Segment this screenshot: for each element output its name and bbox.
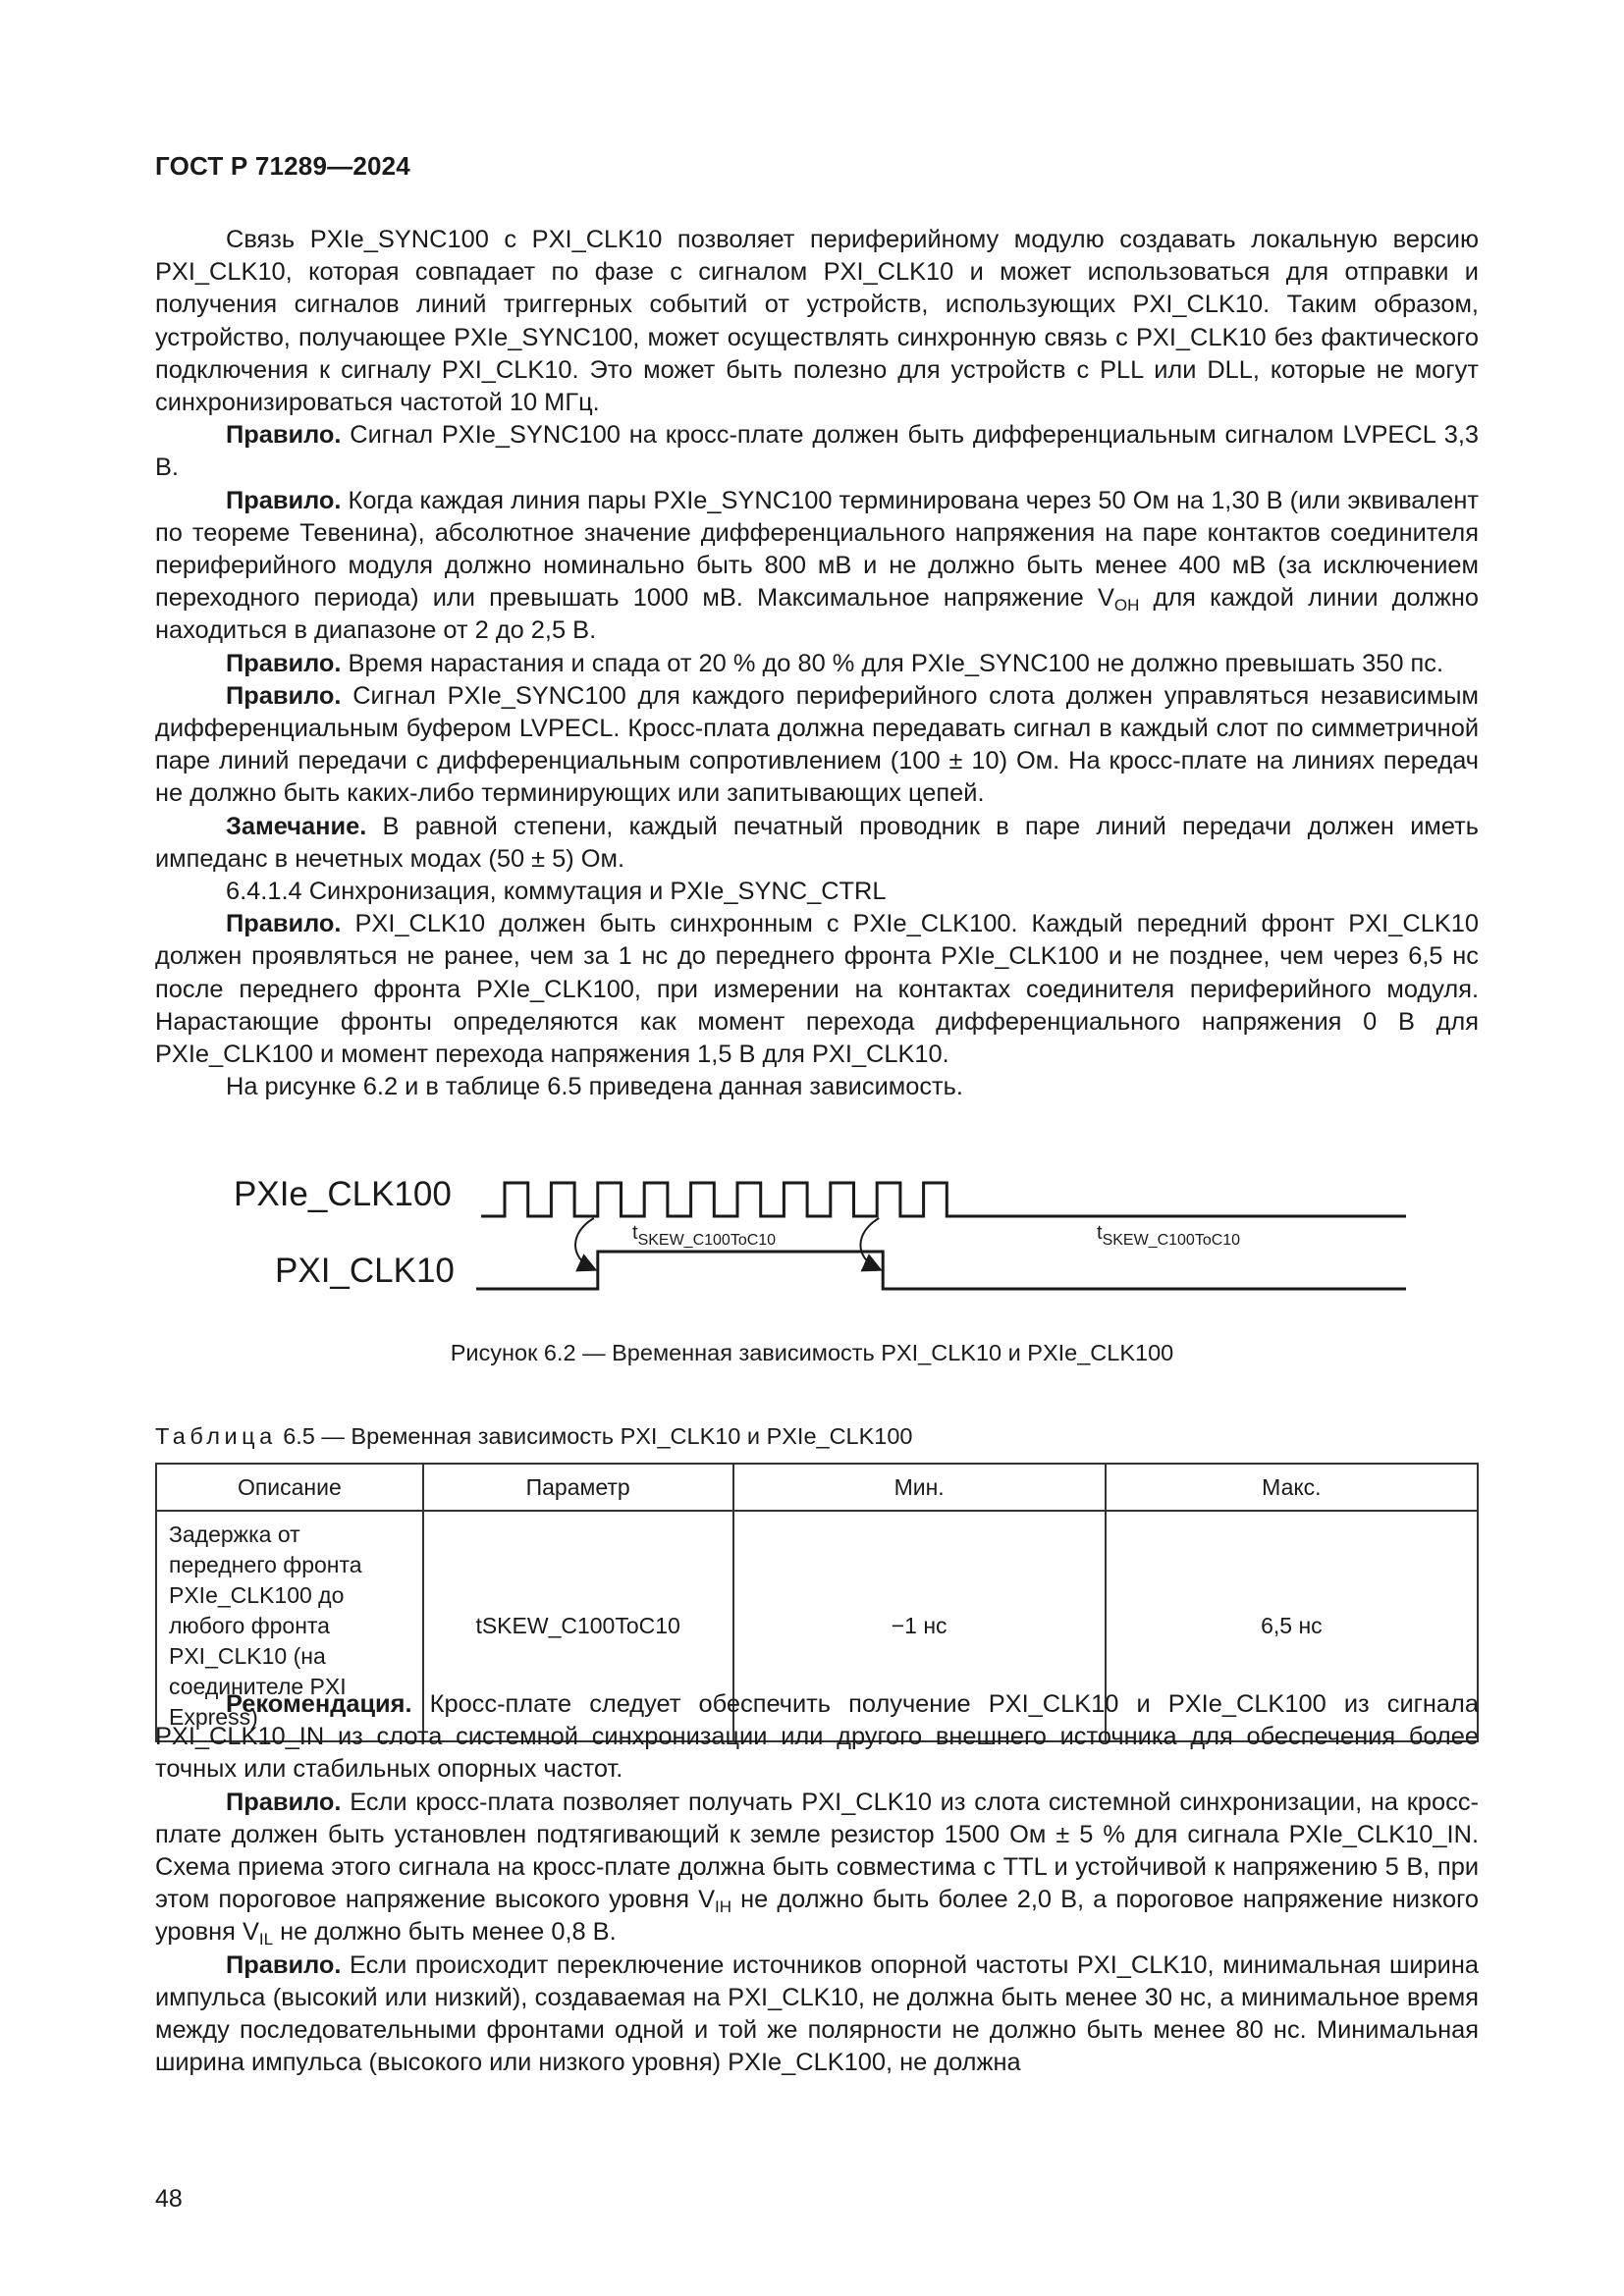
page-number: 48 <box>155 2185 183 2213</box>
paragraph-rule: Правило. PXI_CLK10 должен быть синхронным с PXIe_CLK100. Каждый передний фронт PXI_CLK10 должен проявляться не ранее, чем за 1 нс до переднего фронта PXIe_CLK100 и не позднее, чем через 6,5 нс после переднего фронта PXIe_CLK100, при измерении на контактах соединителя периферийного модуля. Нарастающие фронты определяются как момент перехода дифференциального напряжения 0 В для PXIe_CLK100 и момент перехода напряжения 1,5 В для PXI_CLK10. <box>155 910 1479 1069</box>
signal-label-clk100: PXIe_CLK100 <box>234 1175 452 1213</box>
section-heading: 6.4.1.4 Синхронизация, коммутация и PXIe_SYNC_CTRL <box>226 878 887 906</box>
column-header-min: Мин. <box>733 1464 1106 1511</box>
paragraph-rule: Правило. Сигнал PXIe_SYNC100 на кросс-плате должен быть дифференциальным сигналом LVPECL 3,3 В. <box>155 421 1479 482</box>
paragraph: Связь PXIe_SYNC100 с PXI_CLK10 позволяет периферийному модулю создавать локальную версию PXI_CLK10, которая совпадает по фазе с сигналом PXI_CLK10 и может использоваться для отправки и получения сигналов линий триггерных событий от устройств, использующих PXI_CLK10. Таким образом, устройство, получающее PXIe_SYNC100, может осуществлять синхронную связь с PXI_CLK10 без фактического подключения к сигналу PXI_CLK10. Это может быть полезно для устройств с PLL или DLL, которые не могут синхронизироваться частотой 10 МГц. <box>155 226 1479 417</box>
paragraph: На рисунке 6.2 и в таблице 6.5 приведена данная зависимость. <box>226 1073 963 1101</box>
column-header-max: Макс. <box>1106 1464 1478 1511</box>
signal-label-clk10: PXI_CLK10 <box>275 1252 455 1290</box>
figure-caption: Рисунок 6.2 — Временная зависимость PXI_CLK10 и PXIe_CLK100 <box>450 1340 1174 1365</box>
paragraph-note: Замечание. В равной степени, каждый печатный проводник в паре линий передачи должен иметь импеданс в нечетных модах (50 ± 5) Ом. <box>155 812 1479 873</box>
clk10-waveform <box>476 1252 1406 1289</box>
skew-arrow <box>860 1218 879 1269</box>
paragraph-rule: Правило. Если происходит переключение источников опорной частоты PXI_CLK10, минимальная ширина импульса (высокий или низкий), создаваемая на PXI_CLK10, не должна быть менее 30 нс, а минимальное время между последовательными фронтами одной и той же полярности не должно быть менее 80 нс. Минимальная ширина импульса (высокого или низкого уровня) PXIe_CLK100, не должна <box>155 1950 1479 2077</box>
cell-min: −1 нс <box>733 1511 1106 1741</box>
paragraph-rule: Правило. Если кросс-плата позволяет получать PXI_CLK10 из слота системной синхронизации, на кросс-плате должен быть установлен подтягивающий к земле резистор 1500 Ом ± 5 % для сигнала PXIe_CLK10_IN. Схема приема этого сигнала на кросс-плате должна быть совместима с TTL и устойчивой к напряжению 5 В, при этом пороговое напряжение высокого уровня $V_{IH}$ не должно быть более 2,0 В, а пороговое напряжение низкого уровня $V_{IL}$ не должно быть менее 0,8 В. <box>155 1788 1479 1949</box>
skew-label: $t_{SKEW\_C100ToC10}$ <box>1097 1222 1241 1249</box>
body-text-top <box>155 224 1479 1103</box>
cell-max: 6,5 нс <box>1106 1511 1478 1741</box>
timing-diagram <box>216 1173 1424 1320</box>
cell-description: Задержка от переднего фронта PXIe_CLK100 до любого фронта PXI_CLK10 (на соединителе PXI Express) <box>156 1511 423 1741</box>
column-header-parameter: Параметр <box>423 1464 733 1511</box>
table-title: Таблица 6.5 — Временная зависимость PXI_CLK10 и PXIe_CLK100 <box>155 1423 913 1449</box>
skew-arrow <box>575 1218 594 1269</box>
document-header: ГОСТ Р 71289—2024 <box>155 151 410 181</box>
paragraph-rule: Правило. Сигнал PXIe_SYNC100 для каждого периферийного слота должен управляться независимым дифференциальным буфером LVPECL. Кросс-плата должна передавать сигнал в каждый слот по симметричной паре линий передачи с дифференциальным сопротивлением (100 ± 10) Ом. На кросс-плате на линиях передач не должно быть каких-либо терминирующих или запитывающих цепей. <box>155 681 1479 808</box>
table-header-row <box>156 1464 1478 1511</box>
paragraph-rule: Правило. Когда каждая линия пары PXIe_SYNC100 терминирована через 50 Ом на 1,30 В (или эквивалент по теореме Тевенина), абсолютное значение дифференциального напряжения на паре контактов соединителя периферийного модуля должно номинально быть 800 мВ и не должно быть менее 400 мВ (за исключением переходного периода) или превышать 1000 мВ. Максимальное напряжение $V_{OH}$ для каждой линии должно находиться в диапазоне от 2 до 2,5 В. <box>155 486 1479 645</box>
paragraph-rule: Правило. Время нарастания и спада от 20 % до 80 % для PXIe_SYNC100 не должно превышать 350 пс. <box>226 649 1444 677</box>
paragraph-recommendation: Рекомендация. Кросс-плате следует обеспечить получение PXI_CLK10 и PXIe_CLK100 из сигнала PXI_CLK10_IN из слота системной синхронизации или другого внешнего источника для обеспечения более точных или стабильных опорных частот. <box>155 1690 1479 1784</box>
column-header-description: Описание <box>156 1464 423 1511</box>
body-text-bottom <box>155 1688 1479 2079</box>
cell-parameter: tSKEW_C100ToC10 <box>423 1511 733 1741</box>
skew-label: $t_{SKEW\_C100ToC10}$ <box>632 1222 777 1249</box>
timing-waveforms <box>216 1173 1424 1320</box>
clk100-waveform <box>481 1183 1406 1216</box>
